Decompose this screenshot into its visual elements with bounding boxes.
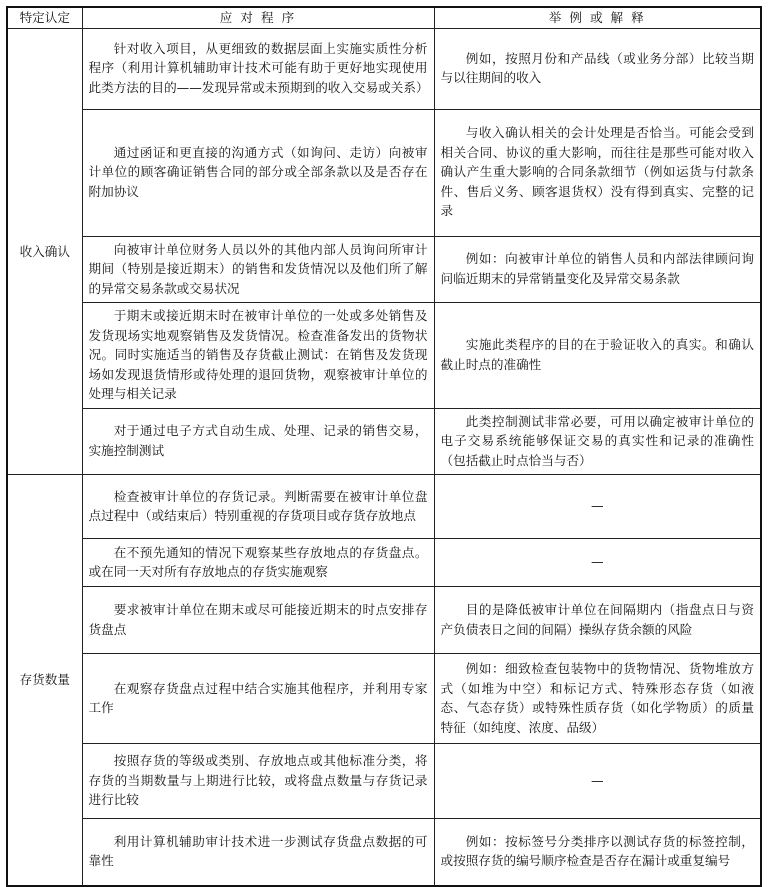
example-cell: 实施此类程序的目的在于验证收入的真实。和确认截止时点的准确性 <box>434 303 761 409</box>
example-cell: 目的是降低被审计单位在间隔期内（指盘点日与资产负债表日之间的间隔）操纵存货余额的风险 <box>434 587 761 654</box>
example-cell: — <box>434 744 761 819</box>
table-row <box>7 475 761 539</box>
table-row <box>7 109 761 236</box>
procedure-cell: 要求被审计单位在期末或尽可能接近期末的时点安排存货盘点 <box>82 587 434 654</box>
example-cell: 例如：细致检查包装物中的货物情况、货物堆放方式（如堆为中空）和标记方式、特殊形态存货（如液态、气态存货）或特殊性质存货（如化学物质）的质量特征（如纯度、浓度、品级） <box>434 654 761 744</box>
procedure-cell: 利用计算机辅助审计技术进一步测试存货盘点数据的可靠性 <box>82 819 434 886</box>
table-row <box>7 819 761 886</box>
procedure-cell: 在不预先通知的情况下观察某些存放地点的存货盘点。或在同一天对所有存放地点的存货实施观察 <box>82 539 434 587</box>
example-cell: 例如：按标签号分类排序以测试存货的标签控制，或按照存货的编号顺序检查是否存在漏计或重复编号 <box>434 819 761 886</box>
category-revenue: 收入确认 <box>7 28 82 475</box>
table-row <box>7 587 761 654</box>
table-row <box>7 303 761 409</box>
table-row <box>7 28 761 109</box>
example-cell: 例如：向被审计单位的销售人员和内部法律顾问询问临近期末的异常销量变化及异常交易条款 <box>434 236 761 303</box>
procedure-cell: 按照存货的等级或类别、存放地点或其他标准分类，将存货的当期数量与上期进行比较，或将盘点数量与存货记录进行比较 <box>82 744 434 819</box>
example-cell: 与收入确认相关的会计处理是否恰当。可能会受到相关合同、协议的重大影响，而往往是那些可能对收入确认产生重大影响的合同条款细节（例如运货与付款条件、售后义务、顾客退货权）没有得到真实、完整的记录 <box>434 109 761 236</box>
example-cell: — <box>434 475 761 539</box>
procedure-cell: 于期末或接近期末时在被审计单位的一处或多处销售及发货现场实地观察销售及发货情况。检查准备发出的货物状况。同时实施适当的销售及存货截止测试：在销售及发货现场如发现退货情形或待处理的退回货物，观察被审计单位的处理与相关记录 <box>82 303 434 409</box>
procedure-cell: 在观察存货盘点过程中结合实施其他程序，并利用专家工作 <box>82 654 434 744</box>
procedure-cell: 对于通过电子方式自动生成、处理、记录的销售交易，实施控制测试 <box>82 408 434 475</box>
procedure-cell: 通过函证和更直接的沟通方式（如询问、走访）向被审计单位的顾客确证销售合同的部分或全部条款以及是否存在附加协议 <box>82 109 434 236</box>
header-procedure: 应 对 程 序 <box>82 7 434 28</box>
table-row <box>7 408 761 475</box>
document-page <box>6 6 760 887</box>
audit-procedures-table <box>6 6 762 887</box>
example-cell: 例如，按照月份和产品线（或业务分部）比较当期与以往期间的收入 <box>434 28 761 109</box>
table-row <box>7 744 761 819</box>
table-header-row <box>7 7 761 28</box>
header-assertion: 特定认定 <box>7 7 82 28</box>
example-cell: — <box>434 539 761 587</box>
table-row <box>7 539 761 587</box>
procedure-cell: 向被审计单位财务人员以外的其他内部人员询问所审计期间（特别是接近期末）的销售和发货情况以及他们所了解的异常交易条款或交易状况 <box>82 236 434 303</box>
header-example: 举 例 或 解 释 <box>434 7 761 28</box>
procedure-cell: 检查被审计单位的存货记录。判断需要在被审计单位盘点过程中（或结束后）特别重视的存货项目或存货存放地点 <box>82 475 434 539</box>
table-row <box>7 236 761 303</box>
category-inventory: 存货数量 <box>7 475 82 886</box>
procedure-cell: 针对收入项目，从更细致的数据层面上实施实质性分析程序（利用计算机辅助审计技术可能有助于更好地实现使用此类方法的目的——发现异常或未预期到的收入交易或关系） <box>82 28 434 109</box>
example-cell: 此类控制测试非常必要，可用以确定被审计单位的电子交易系统能够保证交易的真实性和记录的准确性（包括截止时点恰当与否） <box>434 408 761 475</box>
table-row <box>7 654 761 744</box>
